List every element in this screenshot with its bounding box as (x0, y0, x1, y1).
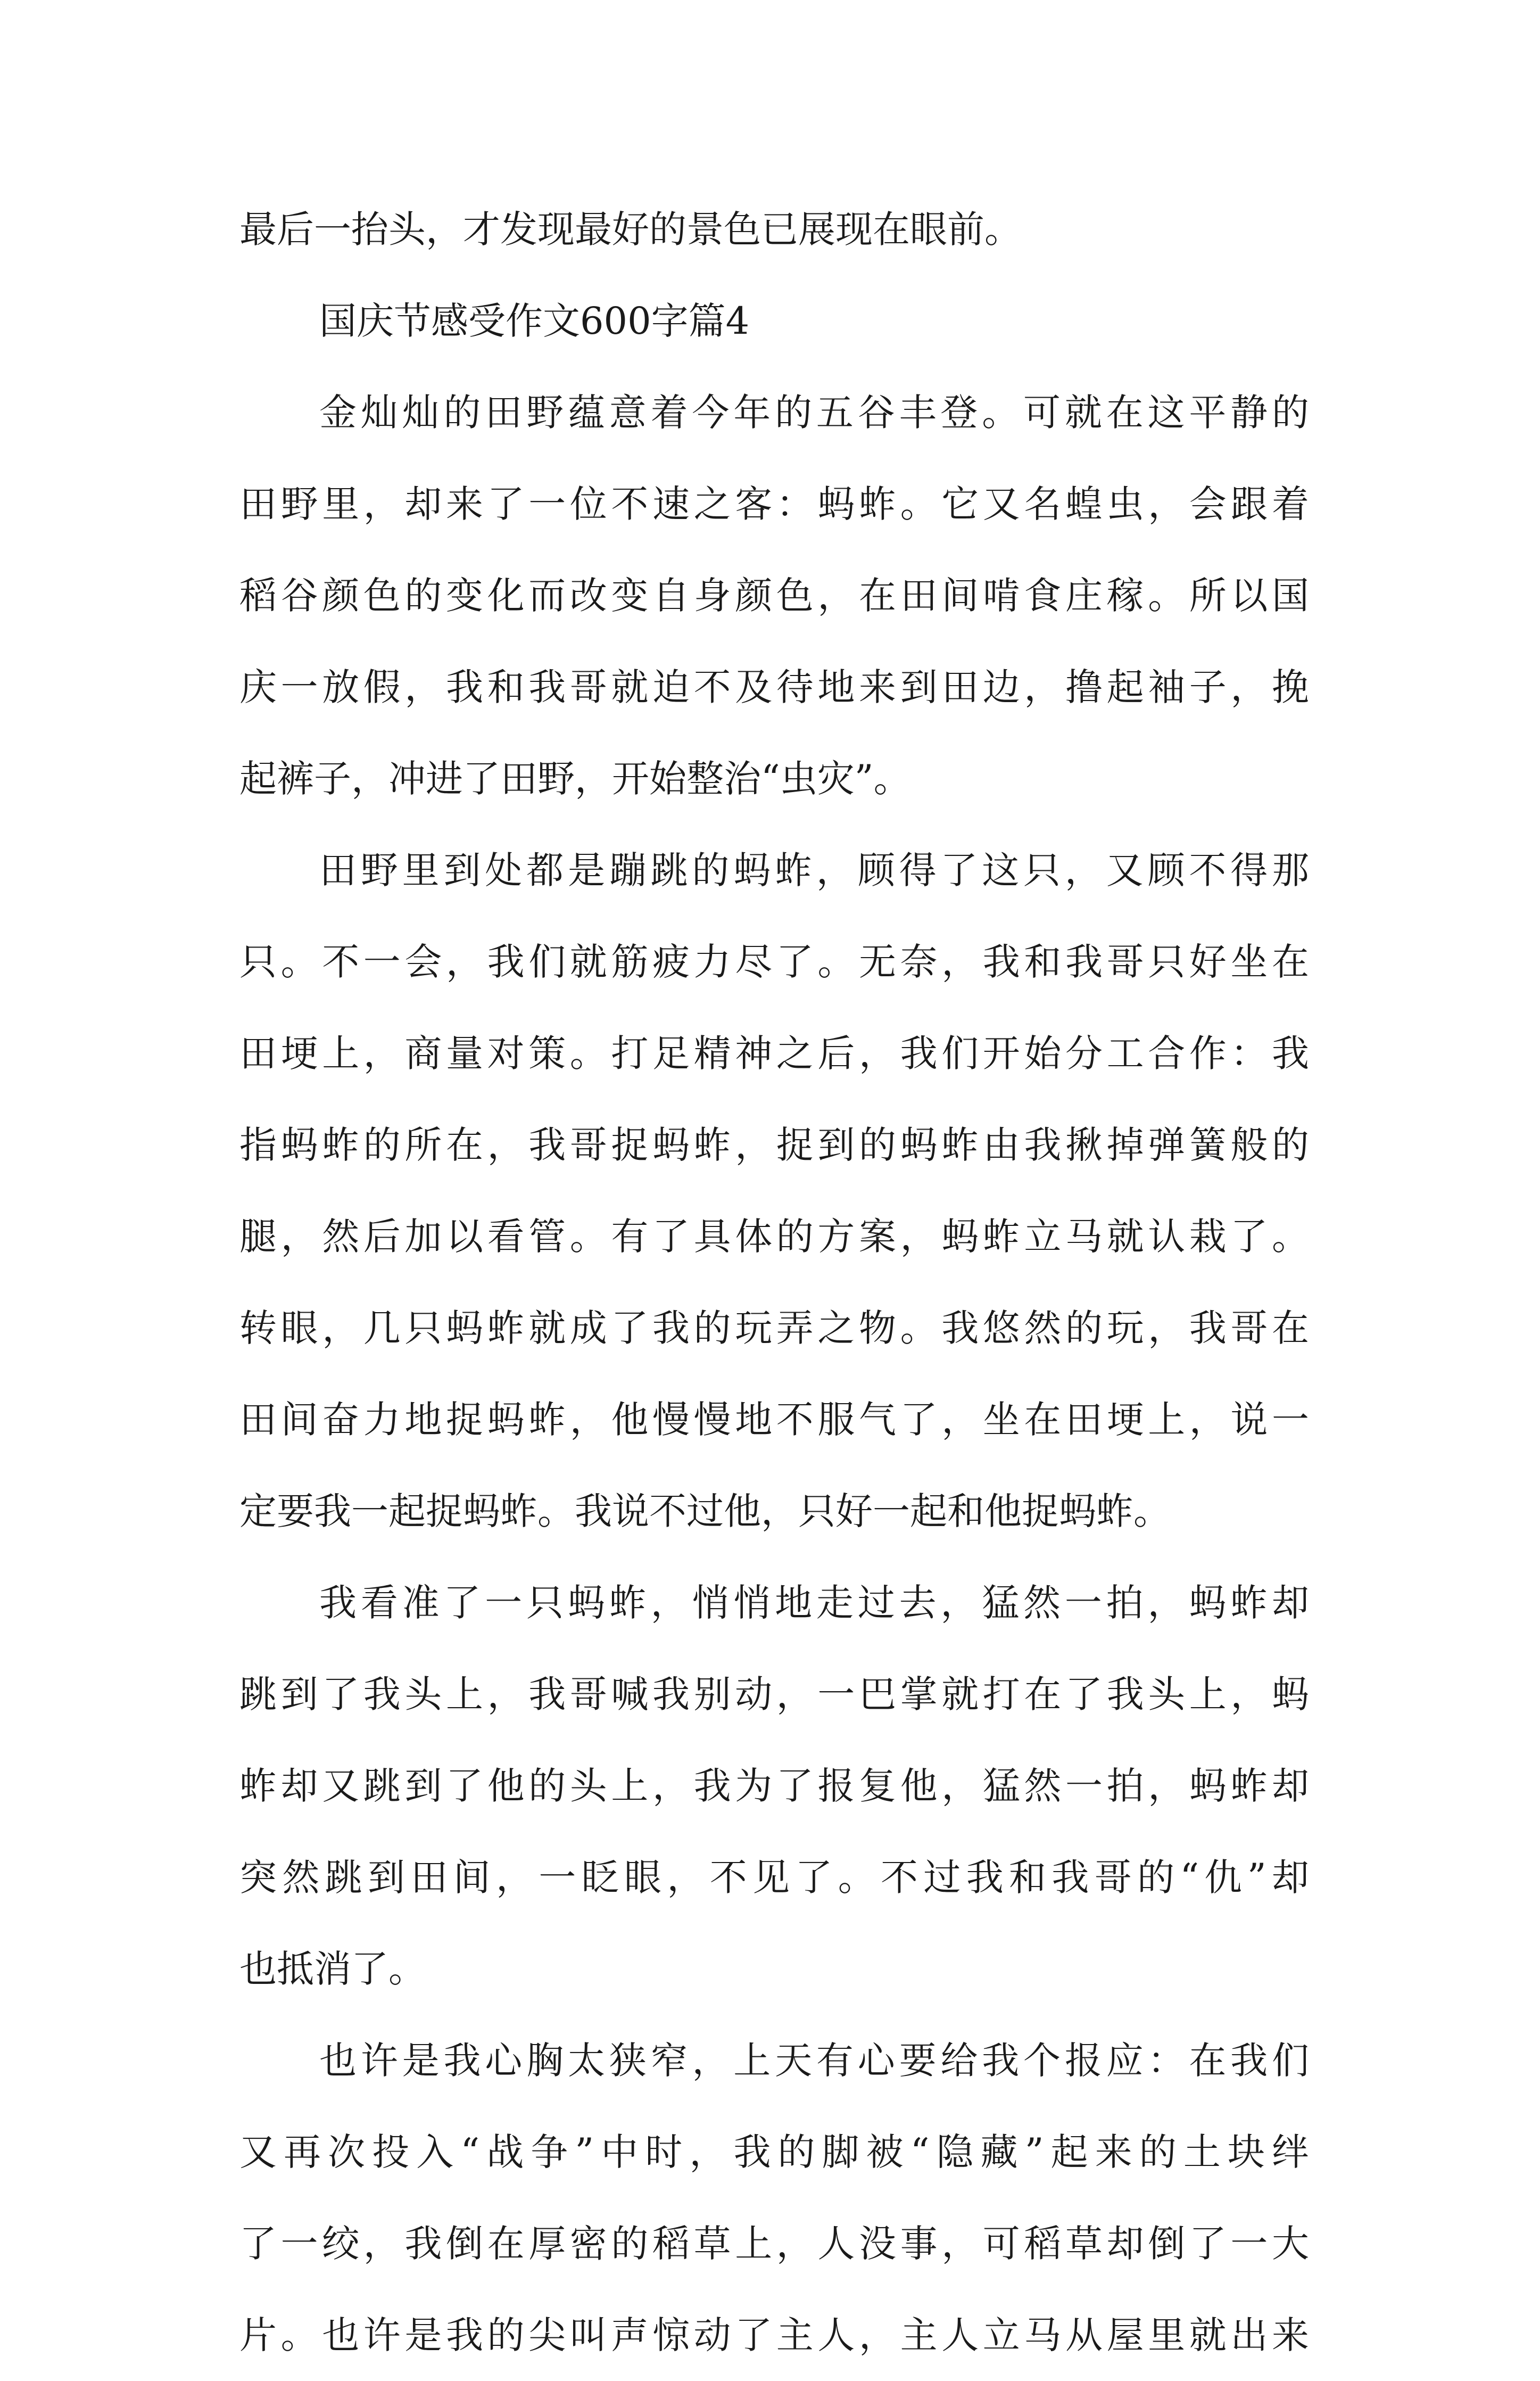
paragraph-line: 最后一抬头，才发现最好的景色已展现在眼前。 (239, 208, 1022, 251)
paragraph-line: 田埂上，商量对策。打足精神之后，我们开始分工合作：我 (239, 1032, 1309, 1075)
document-body (239, 184, 1309, 2381)
paragraph-line: 转眼，几只蚂蚱就成了我的玩弄之物。我悠然的玩，我哥在 (239, 1306, 1309, 1350)
paragraph-line: 又再次投入“战争”中时，我的脚被“隐藏”起来的土块绊 (239, 2130, 1309, 2174)
paragraph-line: 跳到了我头上，我哥喊我别动，一巴掌就打在了我头上，蚂 (239, 1673, 1309, 1716)
paragraph-line: 定要我一起捉蚂蚱。我说不过他，只好一起和他捉蚂蚱。 (239, 1489, 1171, 1533)
paragraph-line: 田野里到处都是蹦跳的蚂蚱，顾得了这只，又顾不得那 (319, 848, 1309, 892)
paragraph-line: 突然跳到田间，一眨眼，不见了。不过我和我哥的“仇”却 (239, 1856, 1309, 1899)
paragraph-line: 腿，然后加以看管。有了具体的方案，蚂蚱立马就认栽了。 (239, 1215, 1309, 1258)
paragraph-line: 只。不一会，我们就筋疲力尽了。无奈，我和我哥只好坐在 (239, 940, 1309, 984)
paragraph-line: 我看准了一只蚂蚱，悄悄地走过去，猛然一拍，蚂蚱却 (319, 1581, 1309, 1625)
paragraph-line: 指蚂蚱的所在，我哥捉蚂蚱，捉到的蚂蚱由我揪掉弹簧般的 (239, 1123, 1309, 1167)
paragraph-line: 田野里，却来了一位不速之客：蚂蚱。它又名蝗虫，会跟着 (239, 482, 1309, 526)
section-heading: 国庆节感受作文600字篇4 (319, 299, 750, 343)
paragraph-line: 蚱却又跳到了他的头上，我为了报复他，猛然一拍，蚂蚱却 (239, 1764, 1309, 1808)
paragraph-line: 也抵消了。 (239, 1947, 426, 1991)
paragraph-line: 了一绞，我倒在厚密的稻草上，人没事，可稻草却倒了一大 (239, 2222, 1309, 2265)
paragraph-line: 片。也许是我的尖叫声惊动了主人，主人立马从屋里就出来 (239, 2313, 1309, 2357)
paragraph-line: 稻谷颜色的变化而改变自身颜色，在田间啃食庄稼。所以国 (239, 574, 1309, 617)
paragraph-line: 庆一放假，我和我哥就迫不及待地来到田边，撸起袖子，挽 (239, 665, 1309, 709)
paragraph-line: 也许是我心胸太狭窄，上天有心要给我个报应：在我们 (319, 2039, 1309, 2082)
paragraph-line: 田间奋力地捉蚂蚱，他慢慢地不服气了，坐在田埂上，说一 (239, 1398, 1309, 1441)
paragraph-line: 金灿灿的田野蕴意着今年的五谷丰登。可就在这平静的 (319, 391, 1309, 434)
paragraph-line: 起裤子，冲进了田野，开始整治“虫灾”。 (239, 757, 911, 801)
